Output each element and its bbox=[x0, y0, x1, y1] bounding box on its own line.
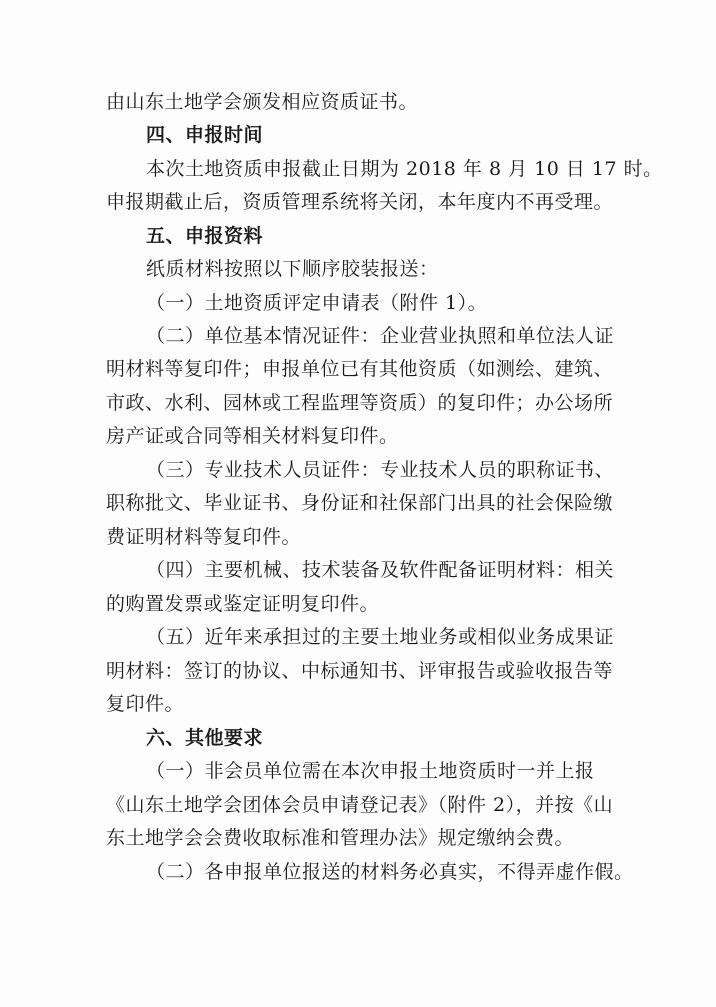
list-item-line: （一）非会员单位需在本次申报土地资质时一并上报 bbox=[146, 760, 595, 782]
body-text-line: 本次土地资质申报截止日期为 2018 年 8 月 10 日 17 时。 bbox=[146, 158, 663, 180]
list-item-line: （四）主要机械、技术装备及软件配备证明材料：相关 bbox=[146, 559, 615, 581]
body-text-line: 市政、水利、园林或工程监理等资质）的复印件；办公场所 bbox=[106, 392, 614, 414]
section-heading: 四、申报时间 bbox=[146, 124, 264, 146]
section-heading: 五、申报资料 bbox=[146, 225, 264, 247]
body-text-line: 复印件。 bbox=[106, 693, 185, 715]
body-text-line: 费证明材料等复印件。 bbox=[106, 526, 302, 548]
body-text-line: 的购置发票或鉴定证明复印件。 bbox=[106, 593, 380, 615]
list-item-line: （三）专业技术人员证件：专业技术人员的职称证书、 bbox=[146, 459, 615, 481]
body-text-line: 明材料：签订的协议、中标通知书、评审报告或验收报告等 bbox=[106, 660, 614, 682]
body-text-line: 明材料等复印件；申报单位已有其他资质（如测绘、建筑、 bbox=[106, 358, 614, 380]
list-item-line: （二）单位基本情况证件：企业营业执照和单位法人证 bbox=[146, 325, 615, 347]
body-text-line: 房产证或合同等相关材料复印件。 bbox=[106, 425, 399, 447]
section-heading: 六、其他要求 bbox=[146, 727, 264, 749]
body-text-line: 《山东土地学会团体会员申请登记表》（附件 2），并按《山 bbox=[106, 794, 614, 816]
body-text-line: 东土地学会会费收取标准和管理办法》规定缴纳会费。 bbox=[106, 827, 575, 849]
body-text-line: 纸质材料按照以下顺序胶装报送： bbox=[146, 258, 439, 280]
list-item-line: （二）各申报单位报送的材料务必真实，不得弄虚作假。 bbox=[146, 861, 634, 883]
list-item-line: （五）近年来承担过的主要土地业务或相似业务成果证 bbox=[146, 626, 615, 648]
list-item-line: （一）土地资质评定申请表（附件 1）。 bbox=[146, 292, 488, 314]
body-text-line: 由山东土地学会颁发相应资质证书。 bbox=[106, 91, 419, 113]
body-text-line: 申报期截止后，资质管理系统将关闭，本年度内不再受理。 bbox=[106, 191, 614, 213]
body-text-line: 职称批文、毕业证书、身份证和社保部门出具的社会保险缴 bbox=[106, 492, 614, 514]
